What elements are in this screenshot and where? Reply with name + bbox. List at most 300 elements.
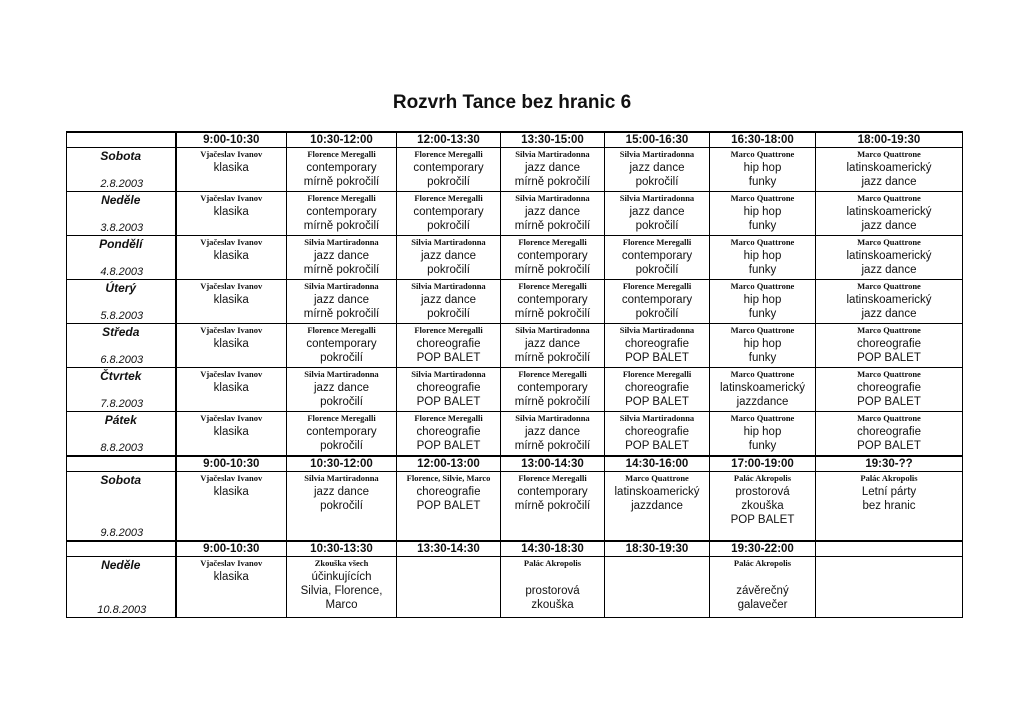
lesson-level: funky (748, 308, 777, 320)
lesson-style: účinkujících (311, 571, 372, 583)
lesson-style: choreografie (857, 338, 921, 350)
lesson-content (177, 236, 287, 279)
lesson-style: latinskoamerický (846, 206, 932, 218)
lesson-level (230, 219, 233, 233)
lesson-level: mírně pokročilí (514, 220, 591, 232)
lesson-level: POP BALET (857, 440, 921, 452)
lesson-content (177, 368, 287, 411)
lesson-cell (605, 412, 710, 457)
instructor-name: Marco Quattrone (857, 413, 921, 423)
lesson-content (287, 472, 396, 540)
instructor-name: Marco Quattrone (730, 413, 795, 423)
instructor-name: Florence Meregalli (414, 413, 483, 423)
instructor-name: Vjačeslav Ivanov (200, 473, 263, 483)
lesson-cell (605, 557, 710, 618)
lesson-cell (710, 368, 816, 412)
lesson-content (177, 148, 287, 191)
lesson-style: contemporary (517, 250, 588, 262)
lesson-content (177, 192, 287, 235)
lesson-level: pokročilí (635, 220, 679, 232)
lesson-content (816, 557, 962, 617)
lesson-style: jazz dance (525, 206, 580, 218)
lesson-style: contemporary (413, 206, 484, 218)
lesson-content (710, 368, 815, 411)
day-name: Úterý (105, 281, 137, 295)
lesson-content (710, 412, 815, 455)
day-date: 2.8.2003 (100, 178, 144, 190)
lesson-cell (287, 368, 397, 412)
day-name: Pátek (104, 413, 137, 427)
time-header-row (67, 132, 963, 148)
lesson-cell (501, 236, 605, 280)
lesson-content (816, 148, 962, 191)
lesson-cell (501, 148, 605, 192)
instructor-name: Florence Meregalli (518, 281, 587, 291)
lesson-cell (176, 192, 287, 236)
lesson-level: pokročilí (320, 352, 363, 364)
day-label-cell (67, 148, 176, 192)
day-date: 3.8.2003 (100, 222, 144, 234)
instructor-name: Marco Quattrone (625, 473, 689, 483)
lesson-content (605, 192, 709, 235)
day-name: Neděle (101, 558, 141, 572)
instructor-name: Silvia Martiradonna (515, 325, 590, 335)
time-slot-header: 9:00-10:30 (176, 456, 287, 472)
day-row (67, 324, 963, 368)
lesson-cell (501, 192, 605, 236)
lesson-cell (710, 192, 816, 236)
lesson-content (397, 148, 500, 191)
lesson-cell (287, 472, 397, 542)
lesson-cell (816, 236, 963, 280)
lesson-level: pokročilí (427, 308, 470, 320)
lesson-cell (287, 236, 397, 280)
lesson-style: contemporary (517, 382, 588, 394)
lesson-content (605, 324, 709, 367)
lesson-style: contemporary (621, 250, 693, 262)
day-date: 9.8.2003 (100, 527, 144, 539)
instructor-name: Vjačeslav Ivanov (200, 237, 263, 247)
time-slot-header (816, 541, 963, 557)
instructor-name: Silvia Martiradonna (619, 413, 695, 423)
lesson-style: klasika (213, 426, 249, 438)
time-slot-header: 16:30-18:00 (710, 132, 816, 148)
lesson-style: jazz dance (629, 206, 685, 218)
lesson-content (605, 412, 709, 455)
lesson-style: jazz dance (629, 162, 685, 174)
lesson-content (501, 280, 604, 323)
time-slot-header: 19:30-22:00 (710, 541, 816, 557)
instructor-name: Silvia Martiradonna (619, 325, 695, 335)
lesson-style (551, 570, 554, 584)
lesson-level: mírně pokročilí (303, 176, 380, 188)
lesson-content (287, 280, 396, 323)
instructor-name: Silvia Martiradonna (515, 413, 590, 423)
lesson-cell (176, 472, 287, 542)
lesson-style: choreografie (416, 486, 481, 498)
lesson-cell (287, 280, 397, 324)
lesson-content (605, 148, 709, 191)
lesson-style: jazz dance (314, 250, 369, 262)
lesson-level: pokročilí (427, 220, 470, 232)
lesson-content (501, 557, 604, 617)
lesson-style: choreografie (625, 382, 689, 394)
lesson-cell (287, 324, 397, 368)
instructor-name: Marco Quattrone (730, 281, 795, 291)
instructor-name: Vjačeslav Ivanov (200, 558, 263, 568)
lesson-style: klasika (213, 250, 249, 262)
day-label-cell (67, 280, 176, 324)
instructor-name: Silvia Martiradonna (619, 193, 695, 203)
lesson-cell (501, 324, 605, 368)
time-slot-header: 10:30-12:00 (287, 456, 397, 472)
lesson-style: choreografie (625, 338, 689, 350)
lesson-style: klasika (213, 486, 249, 498)
lesson-cell (816, 148, 963, 192)
lesson-content (816, 236, 962, 279)
lesson-content (177, 280, 287, 323)
lesson-content (177, 472, 287, 540)
instructor-name: Silvia Martiradonna (411, 237, 486, 247)
lesson-content (397, 324, 500, 367)
instructor-name: Silvia Martiradonna (619, 149, 695, 159)
lesson-level (230, 395, 233, 409)
lesson-content (287, 148, 396, 191)
lesson-style (761, 570, 764, 584)
lesson-level: funky (748, 220, 777, 232)
lesson-content (605, 557, 709, 617)
day-row (67, 472, 963, 542)
lesson-cell (397, 148, 501, 192)
lesson-level: POP BALET (857, 352, 921, 364)
lesson-level: mírně pokročilí (303, 220, 380, 232)
header-corner (67, 541, 176, 557)
lesson-level: Marco (325, 599, 358, 611)
lesson-level: mírně pokročilí (514, 396, 591, 408)
lesson-level: pokročilí (320, 440, 363, 452)
lesson-level: pokročilí (635, 176, 679, 188)
instructor-name: Vjačeslav Ivanov (200, 325, 263, 335)
lesson-content (710, 280, 815, 323)
lesson-style: latinskoamerický (614, 486, 700, 498)
lesson-cell (710, 472, 816, 542)
lesson-content (710, 324, 815, 367)
lesson-style: jazz dance (314, 486, 369, 498)
lesson-style: hip hop (743, 250, 782, 262)
lesson-content (287, 412, 396, 455)
lesson-style: hip hop (743, 294, 782, 306)
day-date: 7.8.2003 (100, 398, 144, 410)
lesson-style: jazz dance (314, 294, 369, 306)
lesson-cell (397, 472, 501, 542)
day-name: Středa (102, 325, 140, 339)
day-name: Čtvrtek (100, 369, 142, 383)
day-name: Neděle (101, 193, 141, 207)
lesson-content (605, 368, 709, 411)
lesson-content (816, 412, 962, 455)
lesson-level: zkouška (531, 599, 574, 611)
day-date: 8.8.2003 (100, 442, 144, 454)
instructor-name: Florence Meregalli (414, 325, 483, 335)
lesson-cell (605, 148, 710, 192)
lesson-level: jazz dance (861, 220, 917, 232)
lesson-cell (397, 412, 501, 457)
instructor-name: Palác Akropolis (733, 473, 792, 483)
lesson-style: choreografie (625, 426, 689, 438)
lesson-style: jazz dance (525, 338, 580, 350)
time-slot-header: 10:30-12:00 (287, 132, 397, 148)
header-corner (67, 132, 176, 148)
instructor-name: Silvia Martiradonna (304, 369, 379, 379)
instructor-name: Vjačeslav Ivanov (200, 281, 263, 291)
lesson-cell (710, 280, 816, 324)
lesson-content (816, 192, 962, 235)
day-label-cell (67, 557, 176, 618)
lesson-level: POP BALET (416, 352, 481, 364)
lesson-content (397, 412, 500, 455)
lesson-level: mírně pokročilí (514, 500, 591, 512)
day-date: 4.8.2003 (100, 266, 144, 278)
lesson-content (177, 324, 287, 367)
lesson-style: jazz dance (421, 294, 476, 306)
schedule-table (66, 131, 963, 618)
lesson-content (816, 472, 962, 540)
lesson-cell (605, 192, 710, 236)
day-date: 10.8.2003 (97, 604, 147, 616)
lesson-level: galavečer (737, 599, 788, 611)
instructor-name: Florence Meregalli (307, 193, 376, 203)
lesson-level: POP BALET (416, 500, 481, 512)
lesson-cell (287, 148, 397, 192)
lesson-style: jazz dance (525, 426, 580, 438)
instructor-name: Florence Meregalli (518, 369, 587, 379)
lesson-content (710, 148, 815, 191)
time-slot-header: 18:30-19:30 (605, 541, 710, 557)
lesson-style: contemporary (517, 486, 588, 498)
lesson-cell (287, 192, 397, 236)
lesson-content (816, 368, 962, 411)
lesson-cell (397, 236, 501, 280)
lesson-content (501, 148, 604, 191)
time-slot-header: 15:00-16:30 (605, 132, 710, 148)
lesson-style: hip hop (743, 426, 782, 438)
time-slot-header: 9:00-10:30 (176, 541, 287, 557)
lesson-level: pokročilí (320, 396, 363, 408)
instructor-name: Silvia Martiradonna (411, 369, 486, 379)
lesson-style: hip hop (743, 162, 782, 174)
lesson-cell (605, 324, 710, 368)
instructor-name: Palác Akropolis (733, 558, 792, 568)
lesson-level: mírně pokročilí (514, 176, 591, 188)
lesson-style: choreografie (416, 382, 481, 394)
lesson-cell (816, 472, 963, 542)
lesson-level: jazzdance (736, 396, 789, 408)
time-slot-header: 13:30-15:00 (501, 132, 605, 148)
day-row (67, 280, 963, 324)
time-slot-header: 13:00-14:30 (501, 456, 605, 472)
lesson-style: klasika (213, 294, 249, 306)
lesson-level: pokročilí (635, 264, 679, 276)
lesson-content (710, 472, 815, 540)
day-row (67, 236, 963, 280)
lesson-content (397, 236, 500, 279)
day-row (67, 557, 963, 618)
lesson-style: klasika (213, 162, 249, 174)
instructor-name: Silvia Martiradonna (304, 281, 379, 291)
lesson-content (287, 368, 396, 411)
lesson-cell (397, 368, 501, 412)
lesson-style: jazz dance (314, 382, 369, 394)
lesson-level: bez hranic (862, 500, 916, 512)
lesson-level: mírně pokročilí (514, 264, 591, 276)
lesson-cell (710, 236, 816, 280)
lesson-level: funky (748, 352, 777, 364)
time-header-row (67, 541, 963, 557)
lesson-style: klasika (213, 382, 249, 394)
lesson-cell (816, 324, 963, 368)
lesson-level: pokročilí (635, 308, 679, 320)
lesson-style: choreografie (857, 426, 921, 438)
lesson-level: POP BALET (416, 396, 481, 408)
day-name: Pondělí (99, 237, 143, 251)
lesson-level: Silvia, Florence, (300, 585, 383, 597)
lesson-style: latinskoamerický (846, 294, 932, 306)
time-slot-header: 13:30-14:30 (397, 541, 501, 557)
instructor-name: Marco Quattrone (857, 369, 921, 379)
time-slot-header: 12:00-13:00 (397, 456, 501, 472)
lesson-style: latinskoamerický (846, 250, 932, 262)
lesson-content (397, 368, 500, 411)
lesson-level: POP BALET (625, 352, 689, 364)
lesson-style: jazz dance (525, 162, 580, 174)
lesson-level: prostorová (525, 585, 580, 597)
time-header-row (67, 456, 963, 472)
lesson-level: mírně pokročilí (514, 352, 591, 364)
lesson-cell (710, 324, 816, 368)
instructor-name: Marco Quattrone (857, 149, 921, 159)
instructor-name: Marco Quattrone (857, 281, 921, 291)
day-label-cell (67, 412, 176, 457)
instructor-name: Florence Meregalli (414, 149, 483, 159)
lesson-cell (710, 557, 816, 618)
lesson-content (501, 472, 604, 540)
lesson-level: pokročilí (320, 500, 363, 512)
lesson-content (710, 236, 815, 279)
lesson-style: klasika (213, 571, 249, 583)
day-label-cell (67, 368, 176, 412)
instructor-name: Florence Meregalli (518, 237, 587, 247)
lesson-style: latinskoamerický (720, 382, 805, 394)
lesson-content (816, 324, 962, 367)
lesson-level: mírně pokročilí (303, 264, 380, 276)
lesson-style: latinskoamerický (846, 162, 932, 174)
lesson-content (397, 557, 500, 617)
lesson-content (397, 280, 500, 323)
instructor-name: Silvia Martiradonna (304, 473, 379, 483)
lesson-cell (605, 236, 710, 280)
day-label-cell (67, 324, 176, 368)
instructor-name: Palác Akropolis (860, 473, 918, 483)
lesson-style: jazz dance (421, 250, 476, 262)
time-slot-header: 19:30-?? (816, 456, 963, 472)
lesson-style: contemporary (621, 294, 693, 306)
lesson-content (397, 472, 500, 540)
lesson-content (501, 192, 604, 235)
instructor-name: Marco Quattrone (730, 325, 795, 335)
lesson-style: contemporary (413, 162, 484, 174)
lesson-level: jazzdance (631, 500, 683, 512)
instructor-name: Florence, Silvie, Marco (406, 473, 491, 483)
lesson-style: contemporary (306, 338, 377, 350)
lesson-content (287, 557, 396, 617)
lesson-level (230, 307, 233, 321)
instructor-name: Marco Quattrone (730, 369, 795, 379)
instructor-name: Florence Meregalli (307, 413, 376, 423)
time-slot-header: 14:30-18:30 (501, 541, 605, 557)
lesson-style: Letní párty (861, 486, 917, 498)
lesson-cell (605, 472, 710, 542)
lesson-cell (816, 280, 963, 324)
lesson-cell (501, 557, 605, 618)
lesson-cell (176, 148, 287, 192)
lesson-content (287, 236, 396, 279)
instructor-name: Florence Meregalli (622, 281, 692, 291)
lesson-style: contemporary (306, 206, 377, 218)
lesson-cell (501, 368, 605, 412)
instructor-name: Marco Quattrone (857, 193, 921, 203)
lesson-cell (397, 557, 501, 618)
lesson-cell (605, 368, 710, 412)
day-row (67, 368, 963, 412)
lesson-cell (816, 412, 963, 457)
day-date: 6.8.2003 (100, 354, 144, 366)
lesson-style: hip hop (743, 206, 782, 218)
lesson-style: choreografie (416, 338, 481, 350)
lesson-cell (605, 280, 710, 324)
instructor-name: Marco Quattrone (730, 193, 795, 203)
day-label-cell (67, 236, 176, 280)
lesson-content (177, 412, 287, 455)
instructor-name: Marco Quattrone (730, 237, 795, 247)
lesson-cell (176, 557, 287, 618)
lesson-level: pokročilí (427, 264, 470, 276)
lesson-level: závěrečný (736, 585, 789, 597)
lesson-content (501, 324, 604, 367)
lesson-cell (176, 324, 287, 368)
instructor-name: Florence Meregalli (622, 369, 692, 379)
lesson-level: jazz dance (861, 264, 917, 276)
time-slot-header: 17:00-19:00 (710, 456, 816, 472)
lesson-style: klasika (213, 338, 249, 350)
lesson-cell (501, 412, 605, 457)
lesson-level: POP BALET (857, 396, 921, 408)
lesson-level: jazz dance (861, 176, 917, 188)
instructor-name: Vjačeslav Ivanov (200, 149, 263, 159)
lesson-content (605, 280, 709, 323)
lesson-content (177, 557, 287, 617)
time-slot-header: 10:30-13:30 (287, 541, 397, 557)
lesson-content (710, 192, 815, 235)
instructor-name: Florence Meregalli (307, 325, 376, 335)
instructor-name: Vjačeslav Ivanov (200, 193, 263, 203)
lesson-cell (816, 192, 963, 236)
instructor-name: Marco Quattrone (857, 237, 921, 247)
instructor-name: Silvia Martiradonna (515, 193, 590, 203)
lesson-content (287, 192, 396, 235)
instructor-name: Silvia Martiradonna (411, 281, 486, 291)
lesson-style: choreografie (416, 426, 481, 438)
instructor-name: Silvia Martiradonna (515, 149, 590, 159)
